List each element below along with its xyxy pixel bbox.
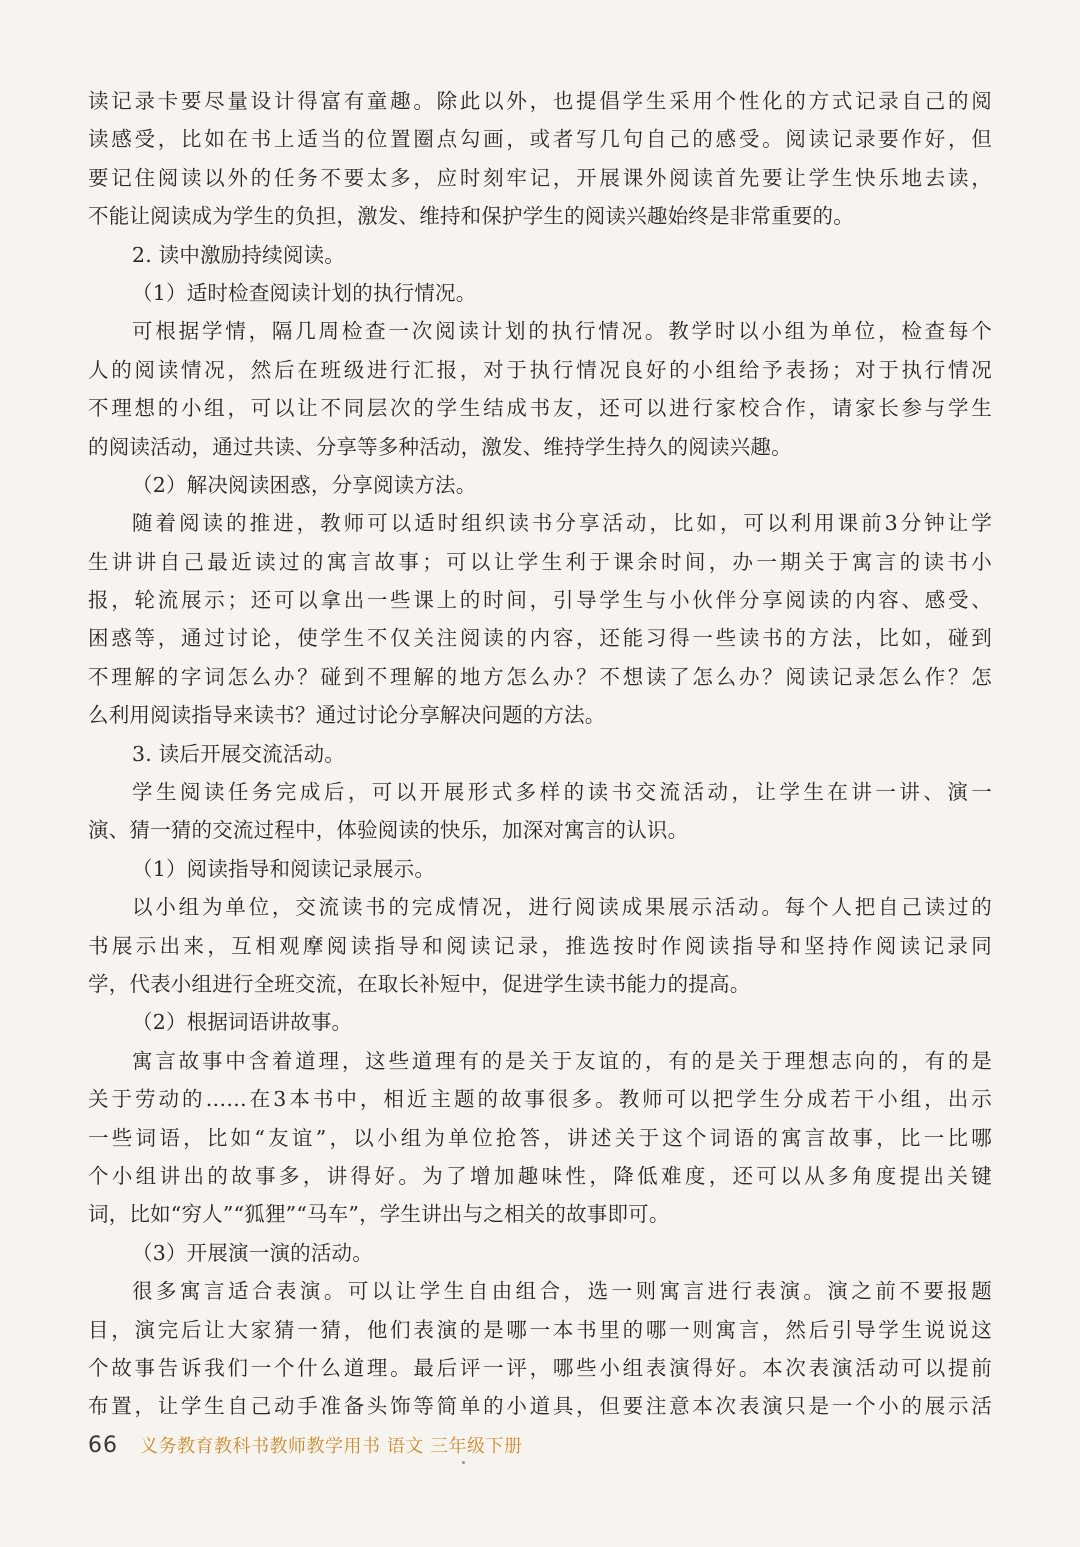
text-line: 不能让阅读成为学生的负担，激发、维持和保护学生的阅读兴趣始终是非常重要的。 bbox=[88, 204, 854, 229]
text-line: 布置，让学生自己动手准备头饰等简单的小道具，但要注意本次表演只是一个小的展示活 bbox=[88, 1394, 992, 1419]
text-line: 书展示出来，互相观摩阅读指导和阅读记录，推选按时作阅读指导和坚持作阅读记录同 bbox=[88, 933, 992, 958]
decorative-dot bbox=[462, 1461, 465, 1464]
text-line: 困惑等，通过讨论，使学生不仅关注阅读的内容，还能习得一些读书的方法，比如，碰到 bbox=[88, 626, 992, 651]
text-line: 随着阅读的推进，教师可以适时组织读书分享活动，比如，可以利用课前3分钟让学 bbox=[132, 511, 992, 536]
subsection-heading: （1）适时检查阅读计划的执行情况。 bbox=[132, 280, 477, 305]
subsection-heading: （2）解决阅读困惑，分享阅读方法。 bbox=[132, 472, 477, 497]
page-footer bbox=[88, 1425, 522, 1465]
text-line: 的阅读活动，通过共读、分享等多种活动，激发、维持学生持久的阅读兴趣。 bbox=[88, 434, 792, 459]
text-line: 一些词语，比如“友谊”，以小组为单位抢答，讲述关于这个词语的寓言故事，比一比哪 bbox=[88, 1125, 992, 1150]
text-line: 以小组为单位，交流读书的完成情况，进行阅读成果展示活动。每个人把自己读过的 bbox=[132, 895, 992, 920]
text-line: 目，演完后让大家猜一猜，他们表演的是哪一本书里的哪一则寓言，然后引导学生说说这 bbox=[88, 1317, 992, 1342]
subsection-heading: （1）阅读指导和阅读记录展示。 bbox=[132, 856, 436, 881]
text-line: 生讲讲自己最近读过的寓言故事；可以让学生利于课余时间，办一期关于寓言的读书小 bbox=[88, 549, 992, 574]
text-line: 要记住阅读以外的任务不要太多，应时刻牢记，开展课外阅读首先要让学生快乐地去读， bbox=[88, 165, 992, 190]
subsection-heading: （3）开展演一演的活动。 bbox=[132, 1240, 373, 1265]
text-line: 不理想的小组，可以让不同层次的学生结成书友，还可以进行家校合作，请家长参与学生 bbox=[88, 396, 992, 421]
text-line: 词，比如“穷人”“狐狸”“马车”，学生讲出与之相关的故事即可。 bbox=[88, 1202, 670, 1227]
text-line: 学，代表小组进行全班交流，在取长补短中，促进学生读书能力的提高。 bbox=[88, 971, 751, 996]
subsection-heading: （2）根据词语讲故事。 bbox=[132, 1010, 353, 1035]
text-line: 学生阅读任务完成后，可以开展形式多样的读书交流活动，让学生在讲一讲、演一 bbox=[132, 780, 992, 805]
text-line: 读记录卡要尽量设计得富有童趣。除此以外，也提倡学生采用个性化的方式记录自己的阅 bbox=[88, 89, 992, 113]
section-heading: 2. 读中激励持续阅读。 bbox=[132, 242, 345, 267]
text-line: 个小组讲出的故事多，讲得好。为了增加趣味性，降低难度，还可以从多角度提出关键 bbox=[88, 1163, 992, 1188]
text-line: 么利用阅读指导来读书？通过讨论分享解决问题的方法。 bbox=[88, 703, 606, 728]
text-line: 个故事告诉我们一个什么道理。最后评一评，哪些小组表演得好。本次表演活动可以提前 bbox=[88, 1355, 992, 1380]
page-number: 66 bbox=[88, 1432, 118, 1458]
section-heading: 3. 读后开展交流活动。 bbox=[132, 741, 345, 766]
text-line: 不理解的字词怎么办？碰到不理解的地方怎么办？不想读了怎么办？阅读记录怎么作？怎 bbox=[88, 664, 992, 689]
text-line: 很多寓言适合表演。可以让学生自由组合，选一则寓言进行表演。演之前不要报题 bbox=[132, 1279, 992, 1304]
text-line: 演、猜一猜的交流过程中，体验阅读的快乐，加深对寓言的认识。 bbox=[88, 818, 689, 843]
text-line: 报，轮流展示；还可以拿出一些课上的时间，引导学生与小伙伴分享阅读的内容、感受、 bbox=[88, 588, 992, 613]
text-line: 寓言故事中含着道理，这些道理有的是关于友谊的，有的是关于理想志向的，有的是 bbox=[132, 1048, 992, 1073]
body-text bbox=[88, 82, 992, 1426]
text-line: 关于劳动的……在3本书中，相近主题的故事很多。教师可以把学生分成若干小组，出示 bbox=[88, 1087, 992, 1112]
text-line: 读感受，比如在书上适当的位置圈点勾画，或者写几句自己的感受。阅读记录要作好，但 bbox=[88, 127, 992, 152]
book-title: 义务教育教科书教师教学用书 语文 三年级下册 bbox=[140, 1436, 523, 1457]
text-line: 人的阅读情况，然后在班级进行汇报，对于执行情况良好的小组给予表扬；对于执行情况 bbox=[88, 357, 992, 382]
text-line: 可根据学情，隔几周检查一次阅读计划的执行情况。教学时以小组为单位，检查每个 bbox=[132, 319, 992, 344]
